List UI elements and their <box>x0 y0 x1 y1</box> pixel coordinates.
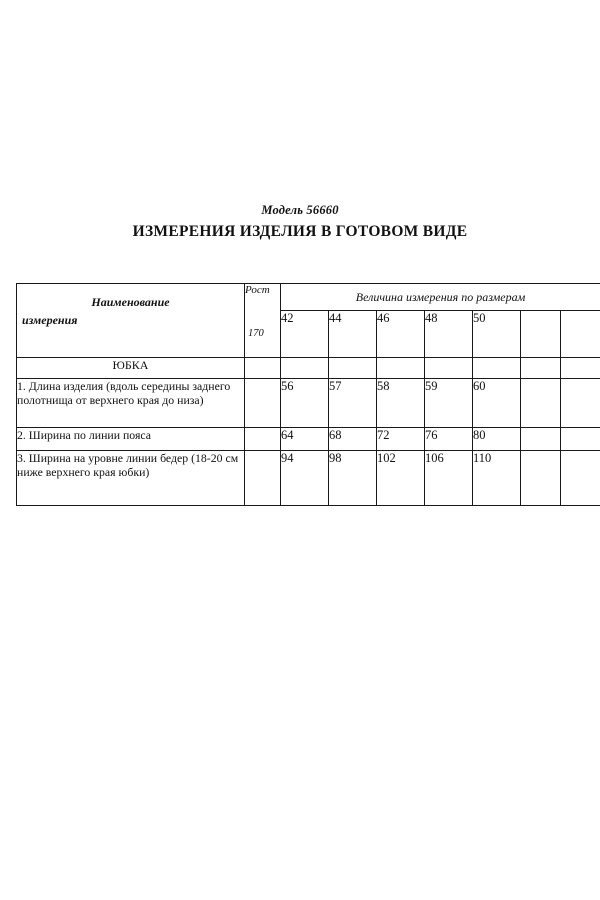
row-3-value-blank-2 <box>561 451 600 506</box>
section-cell-4 <box>425 358 473 379</box>
row-3-value-42: 94 <box>281 451 329 506</box>
table-header-row <box>17 284 600 311</box>
section-cell-2 <box>329 358 377 379</box>
section-label-skirt: ЮБКА <box>17 358 245 379</box>
header-size-48: 48 <box>425 311 473 358</box>
row-3-value-44: 98 <box>329 451 377 506</box>
row-2-value-blank-2 <box>561 428 600 451</box>
row-2-value-46: 72 <box>377 428 425 451</box>
header-name-line1: Наименование <box>91 295 170 309</box>
row-3-value-blank-1 <box>521 451 561 506</box>
row-rost-3 <box>245 451 281 506</box>
header-name-line2: измерения <box>22 313 78 327</box>
row-1-value-46: 58 <box>377 379 425 428</box>
row-2-value-48: 76 <box>425 428 473 451</box>
row-2-value-42: 64 <box>281 428 329 451</box>
table-section-row <box>17 358 600 379</box>
section-cell-1 <box>281 358 329 379</box>
page-title: ИЗМЕРЕНИЯ ИЗДЕЛИЯ В ГОТОВОМ ВИДЕ <box>132 223 468 240</box>
header-rost-value: 170 <box>248 328 264 339</box>
header-cell-rost <box>245 284 281 358</box>
header-size-44: 44 <box>329 311 377 358</box>
row-2-value-blank-1 <box>521 428 561 451</box>
row-1-value-42: 56 <box>281 379 329 428</box>
row-3-value-46: 102 <box>377 451 425 506</box>
header-size-46: 46 <box>377 311 425 358</box>
section-cell-5 <box>473 358 521 379</box>
row-label-3: 3. Ширина на уровне линии бедер (18-20 см ниже верхнего края юбки) <box>17 451 245 506</box>
table-row <box>17 451 600 506</box>
row-rost-2 <box>245 428 281 451</box>
row-2-value-44: 68 <box>329 428 377 451</box>
header-cell-sizes-span: Величина измерения по размерам <box>281 284 600 311</box>
row-3-value-50: 110 <box>473 451 521 506</box>
section-cell-rost <box>245 358 281 379</box>
header-size-50: 50 <box>473 311 521 358</box>
header-rost-label: Рост <box>245 284 270 296</box>
model-number: Модель 56660 <box>261 203 339 217</box>
section-cell-7 <box>561 358 600 379</box>
table-row <box>17 379 600 428</box>
header-size-blank-1 <box>521 311 561 358</box>
header-cell-name <box>17 284 245 358</box>
row-label-2: 2. Ширина по линии пояса <box>17 428 245 451</box>
table-row <box>17 428 600 451</box>
row-label-1: 1. Длина изделия (вдоль середины заднего полотнища от верхнего края до низа) <box>17 379 245 428</box>
row-3-value-48: 106 <box>425 451 473 506</box>
section-cell-3 <box>377 358 425 379</box>
section-cell-6 <box>521 358 561 379</box>
row-rost-1 <box>245 379 281 428</box>
row-1-value-44: 57 <box>329 379 377 428</box>
measurements-table <box>16 283 600 506</box>
header-size-42: 42 <box>281 311 329 358</box>
row-1-value-blank-2 <box>561 379 600 428</box>
row-1-value-blank-1 <box>521 379 561 428</box>
row-2-value-50: 80 <box>473 428 521 451</box>
row-1-value-50: 60 <box>473 379 521 428</box>
row-1-value-48: 59 <box>425 379 473 428</box>
header-size-blank-2 <box>561 311 600 358</box>
